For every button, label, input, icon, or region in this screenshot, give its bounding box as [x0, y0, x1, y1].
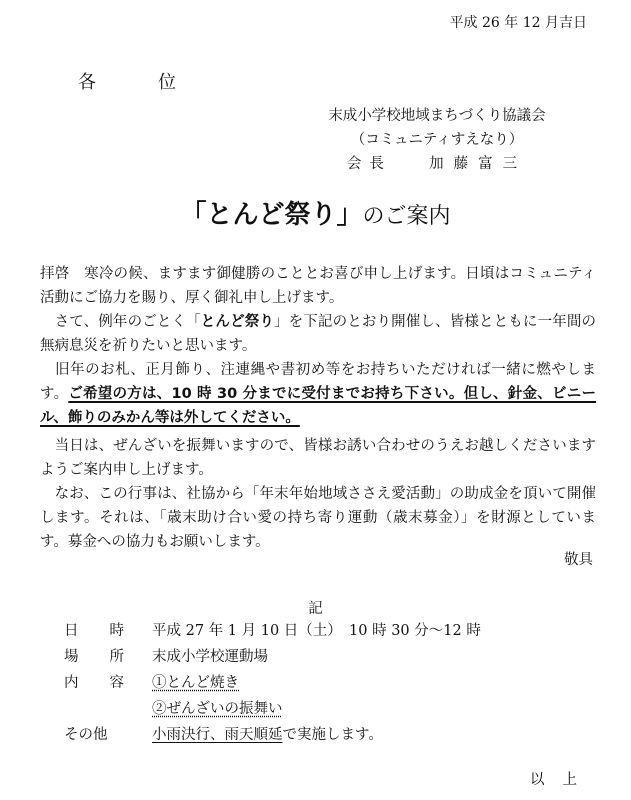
closing-ijo: 以上 [530, 772, 595, 788]
document-date: 平成 26 年 12 月吉日 [449, 15, 587, 31]
label-char: 所 [109, 649, 124, 665]
detail-row-content [64, 670, 481, 696]
detail-label-place [64, 644, 124, 670]
title-close-bracket: 」 [336, 200, 363, 230]
document-title [0, 194, 631, 231]
letter-body [40, 262, 596, 554]
important-notice: ご希望の方は、10 時 30 分までに受付までお持ち下さい。但し、針金、ビニール、飾りのみかん等は外してください。 [40, 386, 597, 426]
detail-row-content-2 [64, 696, 481, 722]
detail-row-other [64, 722, 481, 748]
paragraph-zenzai: 当日は、ぜんざいを振舞いますので、皆様お誘い合わせのうえお越しくださいますようご案内申し上げます。 [40, 438, 596, 478]
detail-label-content [64, 670, 124, 696]
sender-name: 加藤富三 [429, 156, 528, 172]
title-open-bracket: 「 [180, 200, 207, 230]
label-char: 内 [64, 675, 79, 691]
paragraph-announcement [40, 310, 596, 358]
paragraph-greeting: 拝啓 寒冷の候、ますます御健勝のこととお喜び申し上げます。日頃はコミュニティ活動にご協力を賜り、厚く御礼申し上げます。 [40, 266, 596, 306]
title-event-name: とんど祭り [206, 200, 337, 230]
label-char: 場 [64, 649, 79, 665]
paragraph-text: 」を下記のとおり開催し、皆様とともに一年間の無病息災を祈りたいと思います。 [40, 314, 596, 354]
detail-value-place: 末成小学校運動場 [152, 649, 268, 665]
detail-row-place [64, 644, 481, 670]
label-char: 時 [109, 623, 124, 639]
detail-label-date [64, 618, 124, 644]
closing-keigu: 敬具 [564, 552, 593, 568]
event-name-emphasis: とんど祭り [200, 314, 274, 330]
addressee: 各位 [78, 72, 238, 93]
label-char: 日 [64, 623, 79, 639]
sender-block [287, 104, 587, 176]
sender-role: 会長 [346, 156, 392, 172]
title-suffix: のご案内 [362, 204, 451, 229]
ki-heading: 記 [308, 601, 323, 617]
sender-signature [287, 152, 587, 176]
paragraph-text: 旧年のお札、正月飾り、注連縄や書初め等をお持ちいただければ一緒に燃やします。 [40, 362, 596, 402]
detail-value-other-tail: で実施します。 [282, 727, 383, 743]
detail-value-content-2: ②ぜんざいの振舞い [152, 701, 283, 717]
paragraph-items-request [40, 358, 596, 430]
detail-value-other: 小雨決行、雨天順延 [152, 727, 283, 743]
sender-organization: 末成小学校地域まちづくり協議会 [328, 108, 546, 124]
detail-label-other: その他 [64, 727, 108, 743]
label-char: 容 [109, 675, 124, 691]
event-details [64, 618, 481, 748]
paragraph-funding: なお、この行事は、社協から「年末年始地域ささえ愛活動」の助成金を頂いて開催します。それは、「歳末助け合い愛の持ち寄り運動（歳末募金）」を財源としています。募金への協力もお願いします。 [40, 486, 596, 550]
detail-value-content-1: ①とんど焼き [152, 675, 239, 691]
detail-row-date [64, 618, 481, 644]
paragraph-text: さて、例年のごとく「 [40, 314, 201, 330]
detail-value-date: 平成 27 年 1 月 10 日（土） 10 時 30 分～12 時 [152, 623, 481, 639]
sender-nickname: （コミュニティすえなり） [350, 132, 524, 148]
